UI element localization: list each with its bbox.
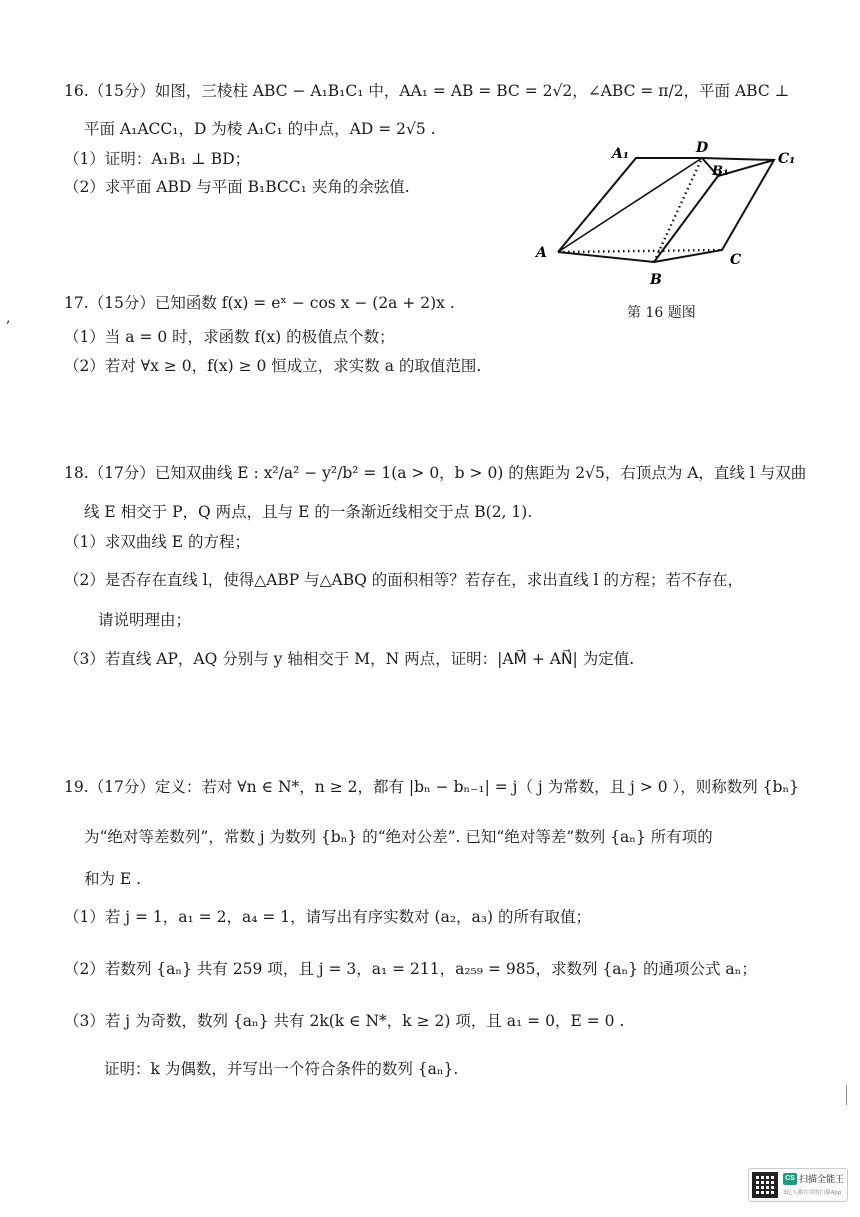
q18-part-2: （2）是否存在直线 l，使得△ABP 与△ABQ 的面积相等？若存在，求出直线 l 的方程；若不存在， [64, 571, 744, 589]
q17-part-1: （1）当 a = 0 时，求函数 f(x) 的极值点个数； [64, 328, 395, 346]
q18-line-1: 18.（17分）已知双曲线 E : x²/a² − y²/b² = 1(a > 0，b > 0) 的焦距为 2√5，右顶点为 A，直线 l 与双曲 [64, 464, 807, 482]
q18-line-2: 线 E 相交于 P，Q 两点，且与 E 的一条渐近线相交于点 B(2, 1). [84, 503, 533, 521]
q17-part-2: （2）若对 ∀x ≥ 0，f(x) ≥ 0 恒成立，求实数 a 的取值范围. [64, 357, 482, 375]
q18-part-1: （1）求双曲线 E 的方程； [64, 533, 251, 551]
label-c: C [730, 252, 742, 268]
q19-part-3-continued: 证明：k 为偶数，并写出一个符合条件的数列 {aₙ}. [104, 1060, 459, 1078]
label-c1: C₁ [778, 151, 796, 167]
margin-rule [846, 1085, 847, 1105]
prism-diagram [530, 136, 820, 288]
q16-line-2: 平面 A₁ACC₁，D 为棱 A₁C₁ 的中点，AD = 2√5 . [84, 120, 436, 138]
figure-caption: 第 16 题图 [627, 305, 696, 321]
label-b: B [650, 272, 662, 288]
q19-line-2: 为“绝对等差数列”，常数 j 为数列 {bₙ} 的“绝对公差”. 已知“绝对等差”数列 {aₙ} 所有项的 [84, 828, 713, 846]
label-d: D [696, 140, 709, 156]
label-b1: B₁ [712, 164, 729, 179]
scanner-watermark [748, 1168, 848, 1202]
qr-code-icon [752, 1172, 778, 1198]
q19-line-1: 19.（17分）定义：若对 ∀n ∈ N*，n ≥ 2，都有 |bₙ − bₙ₋₁| = j（ j 为常数，且 j > 0 ），则称数列 {bₙ} [64, 778, 800, 796]
q16-line-1: 16.（15分）如图，三棱柱 ABC − A₁B₁C₁ 中，AA₁ = AB = BC = 2√2，∠ABC = π/2，平面 ABC ⊥ [64, 82, 790, 100]
label-a1: A₁ [612, 146, 629, 162]
q18-part-3: （3）若直线 AP，AQ 分别与 y 轴相交于 M，N 两点，证明：|AM⃗ + AN⃗| 为定值. [64, 650, 635, 668]
q17-line-1: 17.（15分）已知函数 f(x) = eˣ − cos x − (2a + 2)x . [64, 294, 455, 312]
left-margin-mark: , [6, 310, 11, 326]
q18-part-2-continued: 请说明理由； [98, 611, 192, 629]
q19-line-3: 和为 E . [84, 870, 142, 888]
q16-part-1: （1）证明：A₁B₁ ⊥ BD； [64, 150, 251, 168]
q19-part-1: （1）若 j = 1，a₁ = 2，a₄ = 1，请写出有序实数对 (a₂，a₃) 的所有取值； [64, 908, 591, 926]
prism-figure [530, 136, 820, 288]
label-a: A [536, 245, 547, 261]
scanner-name: 扫描全能王 [799, 1175, 845, 1185]
scanner-logo: CS [783, 1173, 797, 1185]
q19-part-2: （2）若数列 {aₙ} 共有 259 项，且 j = 3，a₁ = 211，a₂₅₉ = 985，求数列 {aₙ} 的通项公式 aₙ； [64, 960, 757, 978]
scanner-tagline: 3亿人都在用的扫描App [783, 1190, 842, 1196]
q19-part-3: （3）若 j 为奇数，数列 {aₙ} 共有 2k(k ∈ N*，k ≥ 2) 项，且 a₁ = 0，E = 0 . [64, 1012, 625, 1030]
q16-part-2: （2）求平面 ABD 与平面 B₁BCC₁ 夹角的余弦值. [64, 178, 410, 196]
